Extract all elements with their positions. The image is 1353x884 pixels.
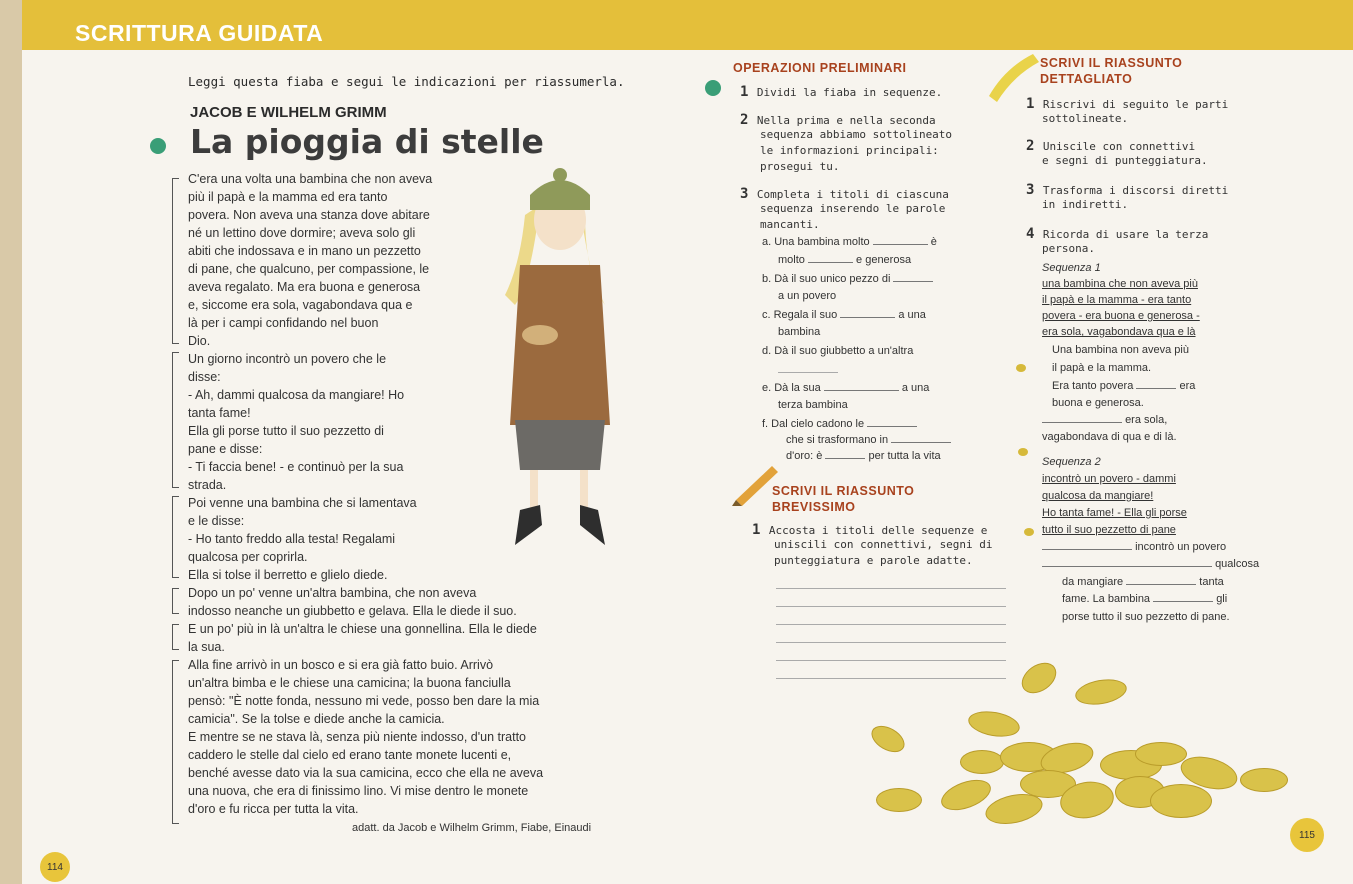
- story-line: benché avesse dato via la sua camicina, ecco che ella ne aveva: [188, 766, 544, 780]
- det-step-3-line: in indiretti.: [1042, 198, 1129, 211]
- item-e-cont: terza bambina: [778, 399, 848, 411]
- det-step-1: 1 Riscrivi di seguito le parti: [1026, 96, 1229, 112]
- section-title: SCRITTURA GUIDATA: [75, 20, 324, 46]
- story-line: una nuova, che era di finissimo lino. Vi mise dentro le monete: [188, 784, 529, 798]
- coin-bullet-icon: [1018, 448, 1028, 456]
- story-line: indosso neanche un giubbetto e gelava. Ella le diede il suo.: [188, 604, 517, 618]
- coin: [1240, 768, 1288, 792]
- sequence-bracket: [172, 178, 179, 344]
- story-line: Dio.: [188, 334, 211, 348]
- brevissimo-heading: SCRIVI IL RIASSUNTO: [772, 484, 915, 498]
- item-b: b. Dà il suo unico pezzo di: [762, 273, 933, 285]
- coin-bullet-icon: [1024, 528, 1034, 536]
- breve-step-1-line: uniscili con connettivi, segni di: [774, 538, 993, 551]
- item-a-cont: molto e generosa: [778, 254, 912, 266]
- story-line: e le disse:: [188, 514, 245, 528]
- story-line: la sua.: [188, 640, 225, 654]
- story-line: d'oro e fu ricca per tutta la vita.: [188, 802, 359, 816]
- summary-line: era sola, vagabondava qua e là: [1042, 326, 1196, 338]
- story-line: Alla fine arrivò in un bosco e si era già fatto buio. Arrivò: [188, 658, 494, 672]
- story-line: aveva regalato. Ma era buona e generosa: [188, 280, 421, 294]
- story-line: Ella si tolse il berretto e glielo diede.: [188, 568, 388, 582]
- summary-line: Era tanto povera era: [1052, 380, 1196, 392]
- sequence-bracket: [172, 352, 179, 488]
- story-line: E un po' più in là un'altra le chiese una gonnellina. Ella le diede: [188, 622, 537, 636]
- item-f-cont: che si trasformano in: [786, 434, 951, 446]
- story-line: pane e disse:: [188, 442, 263, 456]
- story-line: caddero le stelle dal cielo ed erano tante monete lucenti e,: [188, 748, 512, 762]
- summary-line: povera - era buona e generosa -: [1042, 310, 1200, 322]
- op-step-2-line: prosegui tu.: [760, 160, 840, 173]
- page-number-left: 114: [40, 852, 70, 882]
- story-title: La pioggia di stelle: [190, 122, 544, 161]
- breve-step-1: 1 Accosta i titoli delle sequenze e: [752, 522, 988, 538]
- story-line: là per i campi confidando nel buon: [188, 316, 379, 330]
- story-line: un'altra bimba e le chiese una camicina; la buona fanciulla: [188, 676, 511, 690]
- story-line: di pane, che qualcuno, per compassione, le: [188, 262, 430, 276]
- story-line: - Ho tanto freddo alla testa! Regalami: [188, 532, 396, 546]
- summary-line: porse tutto il suo pezzetto di pane.: [1062, 611, 1230, 623]
- bullet-icon: [150, 138, 166, 154]
- answer-line: [776, 624, 1006, 625]
- sequence-bracket: [172, 588, 179, 614]
- item-e: e. Dà la sua a una: [762, 382, 930, 394]
- page-number-right: 115: [1290, 818, 1324, 852]
- summary-line: tutto il suo pezzetto di pane: [1042, 524, 1176, 536]
- summary-line: qualcosa da mangiare!: [1042, 490, 1154, 502]
- story-line: e, siccome era sola, vagabondava qua e: [188, 298, 413, 312]
- item-c-cont: bambina: [778, 326, 821, 338]
- story-line: Un giorno incontrò un povero che le: [188, 352, 387, 366]
- answer-line: [776, 678, 1006, 679]
- girl-illustration: [480, 165, 640, 555]
- story-line: C'era una volta una bambina che non aveva: [188, 172, 433, 186]
- summary-line: vagabondava di qua e di là.: [1042, 431, 1177, 443]
- summary-line: Una bambina non aveva più: [1052, 344, 1189, 356]
- det-step-2-line: e segni di punteggiatura.: [1042, 154, 1208, 167]
- story-line: Poi venne una bambina che si lamentava: [188, 496, 417, 510]
- story-line: povera. Non aveva una stanza dove abitare: [188, 208, 430, 222]
- det-step-3: 3 Trasforma i discorsi diretti: [1026, 182, 1229, 198]
- story-line: strada.: [188, 478, 227, 492]
- story-line: qualcosa per coprirla.: [188, 550, 308, 564]
- item-d: d. Dà il suo giubbetto a un'altra: [762, 345, 914, 357]
- sequence-1-label: Sequenza 1: [1042, 262, 1101, 274]
- answer-line: [778, 372, 838, 373]
- item-c: c. Regala il suo a una: [762, 309, 926, 321]
- summary-line: una bambina che non aveva più: [1042, 278, 1198, 290]
- det-step-4-line: persona.: [1042, 242, 1095, 255]
- item-f-cont: d'oro: è per tutta la vita: [786, 450, 941, 462]
- summary-line: buona e generosa.: [1052, 397, 1144, 409]
- item-b-cont: a un povero: [778, 290, 837, 302]
- sequence-bracket: [172, 496, 179, 578]
- summary-line: era sola,: [1042, 414, 1167, 426]
- story-line: né un lettino dove dormire; aveva solo gli: [188, 226, 416, 240]
- det-step-4: 4 Ricorda di usare la terza: [1026, 226, 1209, 242]
- summary-line: fame. La bambina gli: [1062, 593, 1228, 605]
- op-step-3-line: mancanti.: [760, 218, 820, 231]
- authors: JACOB E WILHELM GRIMM: [190, 104, 387, 121]
- operazioni-heading: OPERAZIONI PRELIMINARI: [733, 61, 907, 75]
- summary-line: incontrò un povero: [1042, 541, 1226, 553]
- answer-line: [776, 660, 1006, 661]
- op-step-3: 3 Completa i titoli di ciascuna: [740, 186, 949, 202]
- item-f: f. Dal cielo cadono le: [762, 418, 917, 430]
- det-step-1-line: sottolineate.: [1042, 112, 1129, 125]
- left-edge: [0, 0, 22, 884]
- story-line: - Ti faccia bene! - e continuò per la sua: [188, 460, 404, 474]
- story-line: tanta fame!: [188, 406, 251, 420]
- summary-line: da mangiare tanta: [1062, 576, 1224, 588]
- summary-line: qualcosa: [1042, 558, 1259, 570]
- summary-line: il papà e la mamma.: [1052, 362, 1152, 374]
- sequence-bracket: [172, 660, 179, 824]
- story-line: disse:: [188, 370, 221, 384]
- coin: [960, 750, 1004, 774]
- coin: [876, 788, 922, 812]
- summary-line: incontrò un povero - dammi: [1042, 473, 1176, 485]
- coin: [1150, 784, 1212, 818]
- story-line: - Ah, dammi qualcosa da mangiare! Ho: [188, 388, 405, 402]
- op-step-3-line: sequenza inserendo le parole: [760, 202, 946, 215]
- det-step-2: 2 Uniscile con connettivi: [1026, 138, 1196, 154]
- coin: [1135, 742, 1187, 766]
- story-line: Dopo un po' venne un'altra bambina, che non aveva: [188, 586, 477, 600]
- answer-line: [776, 606, 1006, 607]
- bullet-icon: [705, 80, 721, 96]
- credit: adatt. da Jacob e Wilhelm Grimm, Fiabe, Einaudi: [352, 822, 592, 834]
- coin-bullet-icon: [1016, 364, 1026, 372]
- item-a: a. Una bambina molto è: [762, 236, 937, 248]
- dettagliato-heading: SCRIVI IL RIASSUNTO: [1040, 56, 1183, 70]
- op-step-2-line: le informazioni principali:: [760, 144, 939, 157]
- story-line: più il papà e la mamma ed era tanto: [188, 190, 388, 204]
- summary-line: il papà e la mamma - era tanto: [1042, 294, 1192, 306]
- story-line: pensò: "È notte fonda, nessuno mi vede, posso ben dare la mia: [188, 694, 540, 708]
- op-step-2: 2 Nella prima e nella seconda: [740, 112, 936, 128]
- story-line: E mentre se ne stava là, senza più niente indosso, d'un tratto: [188, 730, 527, 744]
- answer-line: [776, 642, 1006, 643]
- answer-line: [776, 588, 1006, 589]
- story-line: Ella gli porse tutto il suo pezzetto di: [188, 424, 384, 438]
- op-step-1: 1 Dividi la fiaba in sequenze.: [740, 84, 943, 100]
- sequence-bracket: [172, 624, 179, 650]
- intro-text: Leggi questa fiaba e segui le indicazioni per riassumerla.: [188, 74, 625, 89]
- breve-step-1-line: punteggiatura e parole adatte.: [774, 554, 973, 567]
- dettagliato-heading: DETTAGLIATO: [1040, 72, 1133, 86]
- sequence-2-label: Sequenza 2: [1042, 456, 1101, 468]
- summary-line: Ho tanta fame! - Ella gli porse: [1042, 507, 1187, 519]
- brevissimo-heading: BREVISSIMO: [772, 500, 856, 514]
- story-line: camicia". Se la tolse e diede anche la camicia.: [188, 712, 445, 726]
- story-line: abiti che indossava e in mano un pezzetto: [188, 244, 421, 258]
- op-step-2-line: sequenza abbiamo sottolineato: [760, 128, 953, 141]
